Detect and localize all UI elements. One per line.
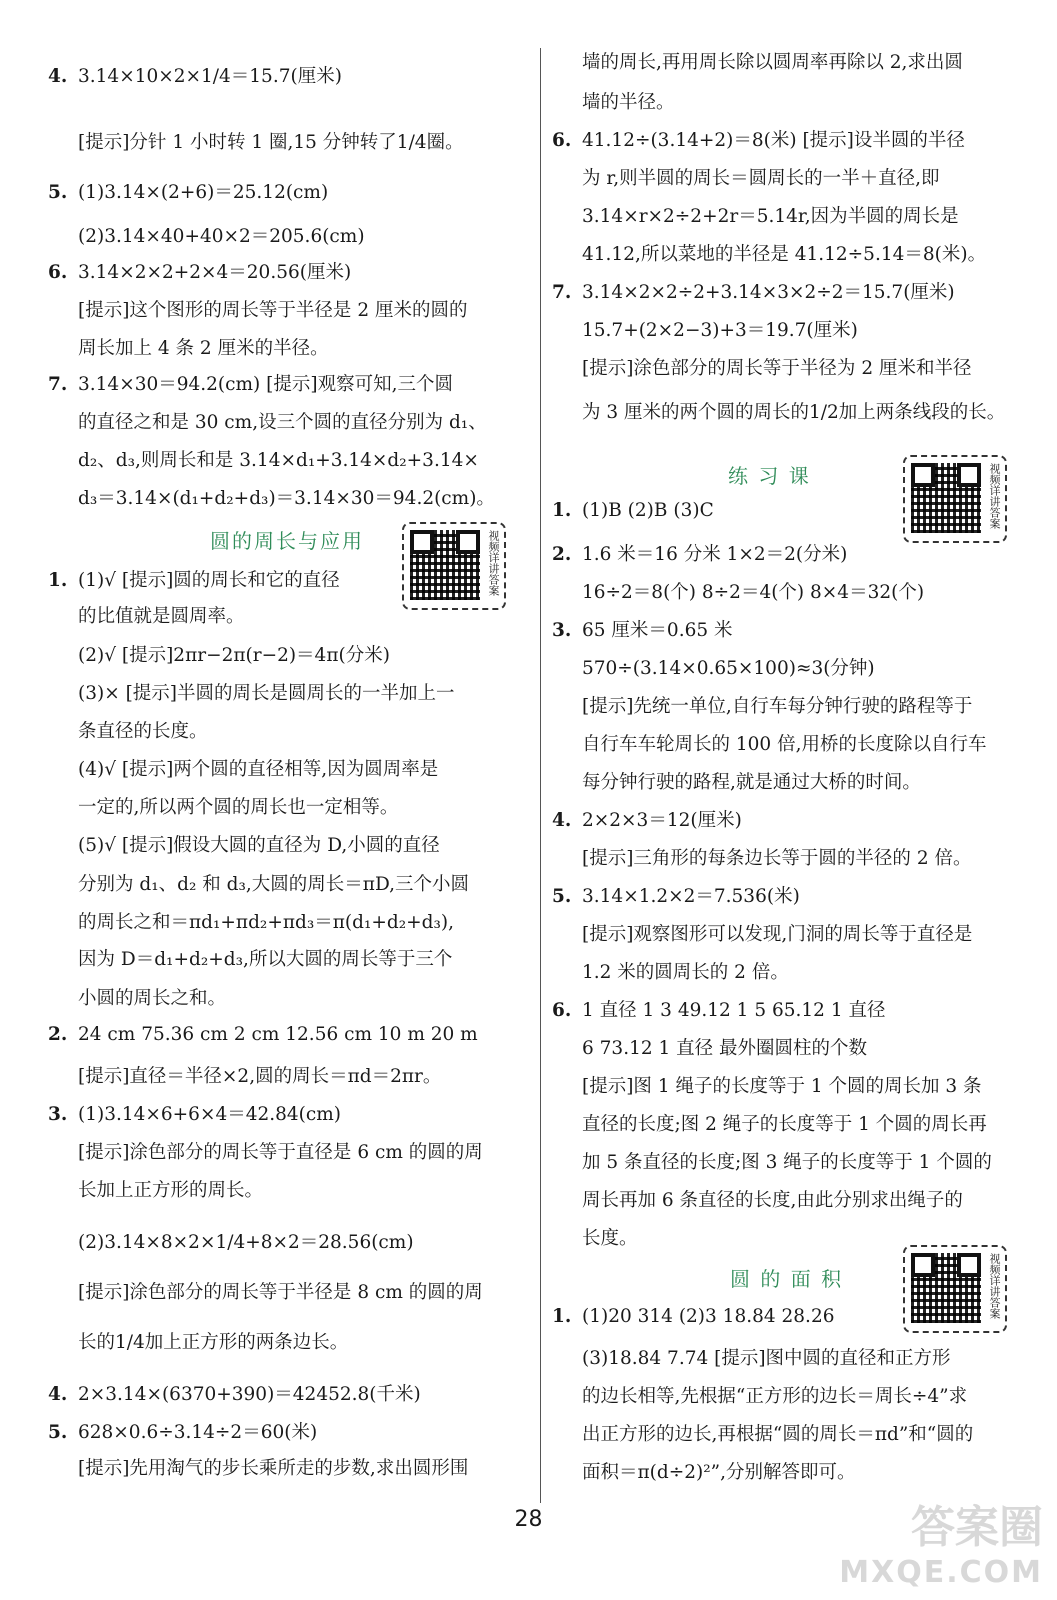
- answer-line: [552, 844, 971, 870]
- answer-line: [48, 62, 342, 88]
- question-number: 5.: [48, 182, 68, 203]
- answer-text: 自行车车轮周长的 100 倍,用桥的长度除以自行车: [582, 734, 987, 755]
- watermark-top: 答案圈: [911, 1502, 1043, 1553]
- answer-text: 41.12÷(3.14+2)＝8(米) [提示]设半圆的半径: [582, 130, 965, 151]
- answer-text: 65 厘米＝0.65 米: [582, 620, 733, 641]
- question-number: 6.: [552, 130, 572, 151]
- answer-text: (2)3.14×8×2×1/4+8×2＝28.56(cm): [78, 1232, 414, 1253]
- question-number: 5.: [48, 1422, 68, 1443]
- qr-code-video[interactable]: [903, 455, 1007, 543]
- question-number: 4.: [48, 1384, 68, 1405]
- answer-text: 长的1/4加上正方形的两条边长。: [78, 1332, 349, 1353]
- answer-line: [552, 316, 858, 342]
- question-number: 1.: [552, 1306, 572, 1327]
- answer-line: [48, 1380, 421, 1406]
- answer-line: [48, 222, 365, 248]
- qr-code-icon: [911, 463, 981, 533]
- answer-line: [552, 164, 939, 190]
- qr-label: 视频详讲答案: [988, 463, 1001, 529]
- question-number: 4.: [552, 810, 572, 831]
- question-number: 7.: [552, 282, 572, 303]
- question-number: 5.: [552, 886, 572, 907]
- answer-line: [552, 1344, 951, 1370]
- answer-text: 41.12,所以菜地的半径是 41.12÷5.14＝8(米)。: [582, 244, 987, 265]
- answer-text: (4)√ [提示]两个圆的直径相等,因为圆周率是: [78, 759, 439, 780]
- answer-line: [48, 408, 487, 434]
- answer-text: d₃＝3.14×(d₁+d₂+d₃)＝3.14×30＝94.2(cm)。: [78, 488, 495, 509]
- answer-line: [48, 334, 329, 360]
- answer-text: (1)3.14×6+6×4＝42.84(cm): [78, 1104, 342, 1125]
- answer-text: (1)B (2)B (3)C: [582, 500, 714, 521]
- answer-text: (3)× [提示]半圆的周长是圆周长的一半加上一: [78, 683, 455, 704]
- answer-text: 墙的周长,再用周长除以圆周率再除以 2,求出圆: [582, 52, 963, 73]
- answer-text: 1 直径 1 3 49.12 1 5 65.12 1 直径: [582, 1000, 886, 1021]
- qr-code-icon: [410, 530, 480, 600]
- answer-line: [552, 996, 885, 1022]
- question-number: 1.: [552, 500, 572, 521]
- answer-line: [48, 679, 455, 705]
- question-number: 4.: [48, 66, 68, 87]
- answer-line: [552, 1420, 973, 1446]
- answer-line: [48, 1454, 468, 1480]
- answer-line: [552, 354, 971, 380]
- answer-line: [552, 616, 733, 642]
- answer-line: [48, 1024, 478, 1045]
- answer-line: [48, 908, 454, 934]
- qr-label: 视频详讲答案: [487, 530, 500, 596]
- answer-text: 的边长相等,先根据“正方形的边长＝周长÷4”求: [582, 1386, 968, 1407]
- answer-text: 24 cm 75.36 cm 2 cm 12.56 cm 10 m 20 m: [78, 1024, 478, 1045]
- answer-text: 为 3 厘米的两个圆的周长的1/2加上两条线段的长。: [582, 402, 1006, 423]
- answer-line: [552, 1382, 967, 1408]
- answer-line: [552, 88, 675, 114]
- answer-line: [552, 1186, 963, 1212]
- question-number: 3.: [48, 1104, 68, 1125]
- answer-text: 的周长之和＝πd₁+πd₂+πd₃＝π(d₁+d₂+d₃),: [78, 912, 455, 933]
- answer-line: [48, 984, 226, 1010]
- answer-text: 1.6 米＝16 分米 1×2＝2(分米): [582, 544, 848, 565]
- answer-line: [48, 296, 467, 322]
- answer-text: 条直径的长度。: [78, 721, 208, 742]
- question-number: 6.: [48, 262, 68, 283]
- answer-line: [48, 602, 245, 628]
- answer-line: [552, 500, 714, 521]
- answer-text: 3.14×10×2×1/4＝15.7(厘米): [78, 66, 342, 87]
- question-number: 6.: [552, 1000, 572, 1021]
- answer-text: 墙的半径。: [582, 92, 675, 113]
- answer-text: 15.7+(2×2−3)+3＝19.7(厘米): [582, 320, 858, 341]
- answer-text: [提示]分针 1 小时转 1 圈,15 分钟转了1/4圈。: [78, 132, 464, 153]
- question-number: 2.: [48, 1024, 68, 1045]
- answer-text: 3.14×30＝94.2(cm) [提示]观察可知,三个圆: [78, 374, 453, 395]
- answer-line: [552, 398, 1005, 424]
- answer-text: 3.14×2×2÷2+3.14×3×2÷2＝15.7(厘米): [582, 282, 955, 303]
- answer-line: [552, 278, 955, 304]
- answer-line: [552, 1148, 992, 1174]
- answer-text: (1)20 314 (2)3 18.84 28.26: [582, 1306, 835, 1327]
- section-heading-area: 圆 的 面 积: [730, 1267, 844, 1291]
- answer-line: [552, 1110, 987, 1136]
- answer-text: 1.2 米的圆周长的 2 倍。: [582, 962, 789, 983]
- answer-line: [552, 1072, 982, 1098]
- answer-text: 加 5 条直径的长度;图 3 绳子的长度等于 1 个圆的: [582, 1152, 992, 1173]
- answer-text: 2×3.14×(6370+390)＝42452.8(千米): [78, 1384, 421, 1405]
- answer-text: 570÷(3.14×0.65×100)≈3(分钟): [582, 658, 875, 679]
- answer-line: [48, 258, 351, 284]
- answer-text: 每分钟行驶的路程,就是通过大桥的时间。: [582, 772, 921, 793]
- answer-text: (3)18.84 7.74 [提示]图中圆的直径和正方形: [582, 1348, 951, 1369]
- answer-text: [提示]涂色部分的周长等于直径是 6 cm 的圆的周: [78, 1142, 483, 1163]
- answer-line: [48, 870, 469, 896]
- answer-text: d₂、d₃,则周长和是 3.14×d₁+3.14×d₂+3.14×: [78, 450, 479, 471]
- answer-text: 为 r,则半圆的周长＝圆周长的一半＋直径,即: [582, 168, 940, 189]
- answer-line: [552, 806, 742, 832]
- answer-line: [48, 370, 453, 396]
- question-number: 7.: [48, 374, 68, 395]
- answer-line: [552, 126, 965, 152]
- answer-text: [提示]先统一单位,自行车每分钟行驶的路程等于: [582, 696, 973, 717]
- answer-text: [提示]图 1 绳子的长度等于 1 个圆的周长加 3 条: [582, 1076, 982, 1097]
- answer-line: [48, 717, 208, 743]
- answer-line: [552, 958, 789, 984]
- answer-text: [提示]观察图形可以发现,门洞的周长等于直径是: [582, 924, 973, 945]
- page-number: 28: [514, 1507, 543, 1532]
- answer-line: [552, 768, 921, 794]
- answer-text: 3.14×2×2+2×4＝20.56(厘米): [78, 262, 352, 283]
- answer-text: (1)√ [提示]圆的周长和它的直径: [78, 570, 340, 591]
- answer-text: 2×2×3＝12(厘米): [582, 810, 742, 831]
- answer-text: 3.14×1.2×2＝7.536(米): [582, 886, 800, 907]
- answer-line: [48, 484, 495, 510]
- answer-line: [48, 1228, 414, 1254]
- answer-text: 分别为 d₁、d₂ 和 d₃,大圆的周长＝πD,三个小圆: [78, 874, 470, 895]
- answer-text: 一定的,所以两个圆的周长也一定相等。: [78, 797, 399, 818]
- answer-line: [552, 654, 875, 680]
- answer-text: 面积＝π(d÷2)²”,分别解答即可。: [582, 1462, 856, 1483]
- qr-code-video[interactable]: [402, 522, 506, 610]
- answer-text: (2)3.14×40+40×2＝205.6(cm): [78, 226, 365, 247]
- section-heading-circumference: 圆的周长与应用: [210, 529, 364, 553]
- answer-line: [48, 831, 440, 857]
- answer-line: [48, 945, 452, 971]
- answer-line: [48, 1100, 341, 1126]
- answer-text: 的比值就是圆周率。: [78, 606, 245, 627]
- answer-text: 长加上正方形的周长。: [78, 1180, 264, 1201]
- answer-text: 出正方形的边长,再根据“圆的周长＝πd”和“圆的: [582, 1424, 974, 1445]
- answer-text: 小圆的周长之和。: [78, 988, 227, 1009]
- answer-line: [48, 1328, 348, 1354]
- answer-line: [48, 178, 328, 204]
- answer-line: [48, 1418, 317, 1444]
- answer-line: [552, 202, 959, 228]
- answer-text: 长度。: [582, 1228, 638, 1249]
- watermark-logo: [839, 1491, 1043, 1590]
- question-number: 1.: [48, 570, 68, 591]
- answer-line: [552, 1306, 834, 1327]
- answer-text: (5)√ [提示]假设大圆的直径为 D,小圆的直径: [78, 835, 440, 856]
- answer-line: [552, 1458, 855, 1484]
- answer-text: (2)√ [提示]2πr−2π(r−2)＝4π(分米): [78, 645, 390, 666]
- answer-line: [48, 641, 390, 667]
- answer-text: [提示]涂色部分的周长等于半径为 2 厘米和半径: [582, 358, 972, 379]
- answer-text: [提示]这个图形的周长等于半径是 2 厘米的圆的: [78, 300, 468, 321]
- answer-text: 因为 D＝d₁+d₂+d₃,所以大圆的周长等于三个: [78, 949, 453, 970]
- answer-line: [552, 48, 963, 74]
- qr-code-video[interactable]: [903, 1245, 1007, 1333]
- answer-line: [552, 578, 924, 604]
- section-heading-practice: 练 习 课: [728, 464, 811, 488]
- answer-line: [552, 920, 972, 946]
- answer-line: [48, 1176, 263, 1202]
- answer-text: [提示]直径＝半径×2,圆的周长＝πd＝2πr。: [78, 1066, 442, 1087]
- answer-text: 628×0.6÷3.14÷2＝60(米): [78, 1422, 318, 1443]
- answer-text: 3.14×r×2÷2+2r＝5.14r,因为半圆的周长是: [582, 206, 959, 227]
- answer-line: [48, 1278, 483, 1304]
- answer-line: [48, 566, 340, 592]
- answer-line: [48, 1062, 441, 1088]
- qr-label: 视频详讲答案: [988, 1253, 1001, 1319]
- answer-line: [552, 1224, 638, 1250]
- answer-text: (1)3.14×(2+6)＝25.12(cm): [78, 182, 329, 203]
- answer-line: [552, 540, 847, 566]
- answer-line: [48, 755, 438, 781]
- answer-line: [552, 240, 986, 266]
- answer-text: 的直径之和是 30 cm,设三个圆的直径分别为 d₁、: [78, 412, 487, 433]
- answer-text: [提示]涂色部分的周长等于半径是 8 cm 的圆的周: [78, 1282, 483, 1303]
- answer-line: [552, 730, 986, 756]
- answer-line: [48, 446, 479, 472]
- column-divider: [540, 48, 541, 1503]
- answer-text: [提示]先用淘气的步长乘所走的步数,求出圆形围: [78, 1458, 469, 1479]
- answer-text: [提示]三角形的每条边长等于圆的半径的 2 倍。: [582, 848, 972, 869]
- question-number: 2.: [552, 544, 572, 565]
- qr-code-icon: [911, 1253, 981, 1323]
- answer-text: 周长加上 4 条 2 厘米的半径。: [78, 338, 329, 359]
- answer-text: 6 73.12 1 直径 最外圈圆柱的个数: [582, 1038, 868, 1059]
- answer-line: [48, 1138, 483, 1164]
- answer-text: 直径的长度;图 2 绳子的长度等于 1 个圆的周长再: [582, 1114, 987, 1135]
- answer-line: [48, 793, 398, 819]
- answer-text: 周长再加 6 条直径的长度,由此分别求出绳子的: [582, 1190, 963, 1211]
- answer-line: [552, 1034, 867, 1060]
- watermark-bottom: MXQE.COM: [839, 1555, 1043, 1590]
- answer-text: 16÷2＝8(个) 8÷2＝4(个) 8×4＝32(个): [582, 582, 925, 603]
- answer-line: [552, 882, 800, 908]
- answer-line: [552, 692, 972, 718]
- answer-line: [48, 128, 464, 154]
- question-number: 3.: [552, 620, 572, 641]
